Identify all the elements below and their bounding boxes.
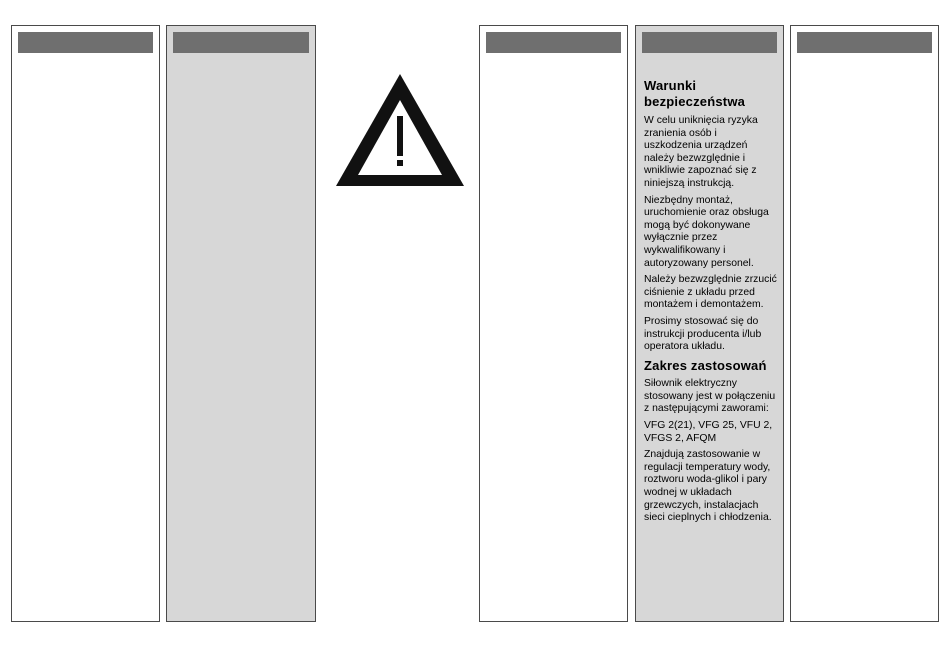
safety-paragraph: W celu uniknięcia ryzyka zranienia osób i uszkodzenia urządzeń należy bezwzględnie i wnikliwie zapoznać się z niniejszą instrukcją. [644, 115, 758, 189]
column-4 [635, 25, 784, 622]
column-5 [790, 25, 939, 622]
column-header-bar [18, 32, 153, 53]
safety-paragraph: Należy bezwzględnie zrzucić ciśnienie z układu przed montażem i demontażem. [644, 274, 777, 311]
safety-paragraph: Niezbędny montaż, uruchomienie oraz obsługa mogą być dokonywane wyłącznie przez wykwalifikowany i autoryzowany personel. [644, 194, 769, 269]
column-header-bar [797, 32, 932, 53]
column-1 [11, 25, 160, 622]
application-paragraph: Siłownik elektryczny stosowany jest w połączeniu z następującymi zaworami: [644, 378, 776, 415]
column-header-bar [173, 32, 309, 53]
column-header-bar [486, 32, 621, 53]
column-2 [166, 25, 316, 622]
warning-triangle-icon [334, 72, 466, 188]
safety-paragraph: Prosimy stosować się do instrukcji producenta i/lub operatora układu. [644, 315, 762, 353]
application-heading: Zakres zastosowań [644, 357, 767, 373]
safety-content [644, 78, 777, 529]
application-paragraph: VFG 2(21), VFG 25, VFU 2, VFGS 2, AFQM [644, 419, 773, 444]
application-paragraph: Znajdują zastosowanie w regulacji temperatury wody, roztworu woda-glikol i pary wodnej w układach grzewczych, instalacjach sieci cieplnych i chłodzenia. [644, 449, 772, 524]
column-3 [479, 25, 628, 622]
column-header-bar [642, 32, 777, 53]
safety-heading: Warunki bezpieczeństwa [644, 78, 746, 109]
